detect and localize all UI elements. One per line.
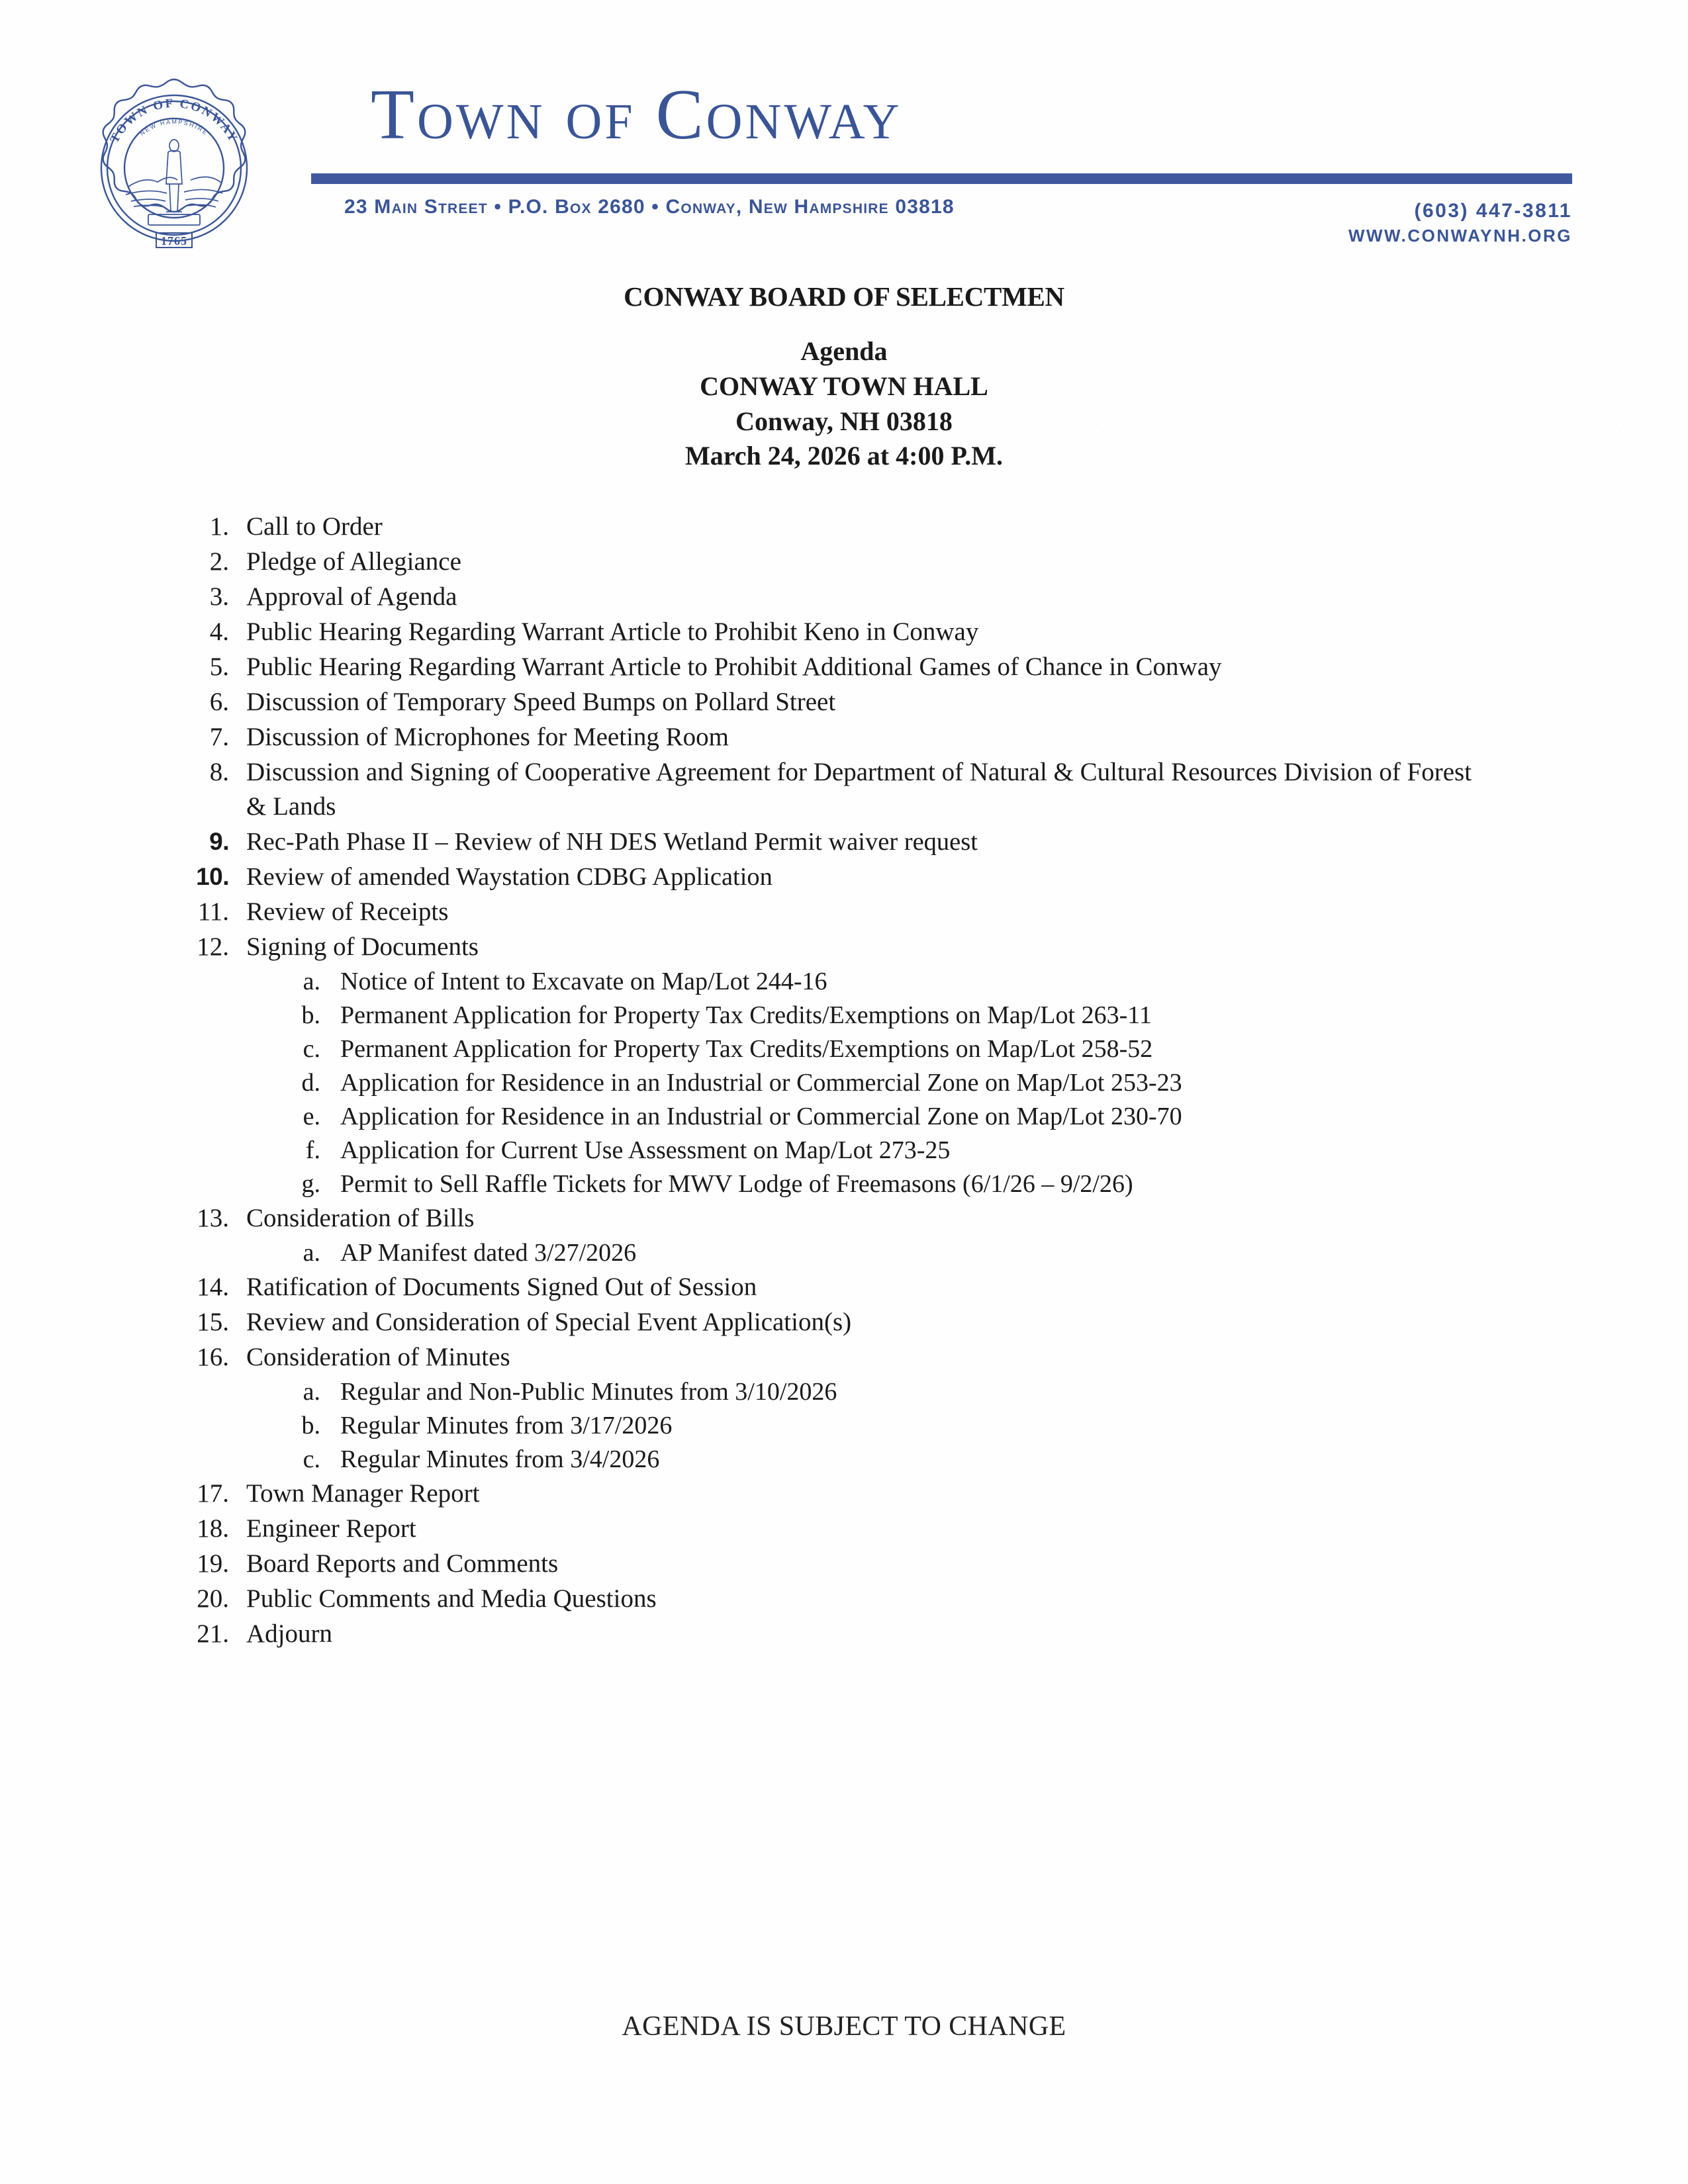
- agenda-item-number: 19.: [197, 1549, 229, 1578]
- agenda-item-label: Adjourn: [246, 1619, 332, 1648]
- meeting-venue: CONWAY TOWN HALL: [700, 371, 988, 401]
- agenda-item-label: Public Hearing Regarding Warrant Article to Prohibit Additional Games of Chance in Conway: [246, 653, 1222, 681]
- agenda-item-label: Discussion of Microphones for Meeting Room: [246, 723, 729, 751]
- agenda-item: [0, 545, 1688, 580]
- agenda-item: [0, 650, 1688, 685]
- agenda-item: [0, 1617, 1688, 1652]
- agenda-item-number: 17.: [197, 1479, 229, 1508]
- agenda-item-label: Discussion and Signing of Cooperative Agreement for Department of Natural & Cultural Resources Division of Forest & Lands: [246, 758, 1472, 821]
- agenda-item: [0, 1512, 1688, 1547]
- agenda-item-number: 4.: [209, 617, 229, 646]
- agenda-item-number: 12.: [197, 933, 229, 961]
- agenda-item: [0, 720, 1688, 755]
- agenda-subitem: [0, 1167, 1688, 1201]
- agenda-item-number: 7.: [209, 723, 229, 751]
- agenda-item-number: 3.: [209, 582, 229, 611]
- agenda-item: [0, 930, 1688, 965]
- agenda-item-label: Rec-Path Phase II – Review of NH DES Wetland Permit waiver request: [246, 828, 978, 856]
- agenda-subitem-label: AP Manifest dated 3/27/2026: [340, 1239, 637, 1267]
- agenda-item: [0, 1340, 1688, 1375]
- agenda-item-label: Pledge of Allegiance: [246, 547, 461, 576]
- agenda-subitem-label: Application for Current Use Assessment on Map/Lot 273-25: [340, 1136, 951, 1164]
- agenda-subitem-label: Application for Residence in an Industrial or Commercial Zone on Map/Lot 230-70: [340, 1103, 1182, 1130]
- agenda-item-number: 15.: [197, 1308, 229, 1336]
- agenda-item-label: Review of amended Waystation CDBG Application: [246, 863, 773, 891]
- agenda-item-label: Discussion of Temporary Speed Bumps on Pollard Street: [246, 688, 836, 716]
- agenda-item-number: 14.: [197, 1273, 229, 1301]
- agenda-item-label: Board Reports and Comments: [246, 1549, 559, 1578]
- agenda-subitem-number: e.: [303, 1103, 320, 1130]
- agenda-subitem-number: a.: [303, 1378, 320, 1406]
- agenda-subitem-number: b.: [301, 1001, 320, 1029]
- agenda-subitem-label: Permit to Sell Raffle Tickets for MWV Lodge of Freemasons (6/1/26 – 9/2/26): [340, 1170, 1133, 1198]
- svg-text:TOWN OF CONWAY: TOWN OF CONWAY: [107, 96, 241, 146]
- agenda-item-label: Public Hearing Regarding Warrant Article to Prohibit Keno in Conway: [246, 617, 979, 646]
- agenda-subitem-label: Regular Minutes from 3/4/2026: [340, 1445, 660, 1473]
- agenda-subitem-number: a.: [303, 968, 320, 995]
- agenda-item: [0, 755, 1688, 825]
- agenda-item: [0, 1305, 1688, 1340]
- agenda-item: [0, 1477, 1688, 1512]
- agenda-item: [0, 825, 1688, 860]
- agenda-item: [0, 580, 1688, 615]
- org-website[interactable]: WWW.CONWAYNH.ORG: [1348, 225, 1572, 246]
- agenda-item-label: Approval of Agenda: [246, 582, 457, 611]
- agenda-subitem: [0, 1100, 1688, 1134]
- agenda-subitem-number: a.: [303, 1239, 320, 1267]
- agenda-item-label: Public Comments and Media Questions: [246, 1584, 657, 1613]
- agenda-item-label: Consideration of Bills: [246, 1204, 475, 1232]
- agenda-subitem: [0, 1236, 1688, 1270]
- agenda-item-number: 6.: [209, 688, 229, 716]
- agenda-item-number: 8.: [209, 758, 229, 786]
- agenda-item-label: Consideration of Minutes: [246, 1343, 510, 1371]
- agenda-subitem: [0, 1409, 1688, 1443]
- agenda-subitem-label: Permanent Application for Property Tax Credits/Exemptions on Map/Lot 263-11: [340, 1001, 1152, 1029]
- agenda-item-number: 11.: [197, 897, 229, 926]
- agenda-item-number: 13.: [197, 1204, 229, 1232]
- footer-notice: AGENDA IS SUBJECT TO CHANGE: [622, 2011, 1066, 2042]
- agenda-item: [0, 1270, 1688, 1305]
- agenda-item: [0, 1547, 1688, 1582]
- agenda-subitem-label: Regular and Non-Public Minutes from 3/10/2026: [340, 1378, 837, 1406]
- agenda-subitem: [0, 999, 1688, 1032]
- agenda-item-label: Engineer Report: [246, 1514, 416, 1543]
- agenda-item: [0, 615, 1688, 650]
- town-seal-icon: [85, 74, 263, 259]
- svg-text:1765: 1765: [161, 234, 187, 248]
- agenda-item-number: 20.: [197, 1584, 229, 1613]
- agenda-item-label: Town Manager Report: [246, 1479, 480, 1508]
- org-phone: (603) 447-3811: [1414, 200, 1572, 222]
- agenda-item-label: Signing of Documents: [246, 933, 479, 961]
- agenda-item-label: Review of Receipts: [246, 897, 449, 926]
- agenda-item-number: 16.: [197, 1343, 229, 1371]
- letterhead: [0, 0, 1688, 278]
- board-name: CONWAY BOARD OF SELECTMEN: [624, 281, 1064, 312]
- org-title: Town of Conway: [371, 75, 902, 154]
- agenda-item-number: 1.: [209, 512, 229, 541]
- agenda-subitem-label: Regular Minutes from 3/17/2026: [340, 1412, 673, 1439]
- agenda-item-number: 2.: [209, 547, 229, 576]
- header-rule: [311, 173, 1572, 184]
- agenda-subitem-label: Notice of Intent to Excavate on Map/Lot 244-16: [340, 968, 827, 995]
- agenda-list: [0, 510, 1688, 1652]
- agenda-subitem-number: c.: [303, 1035, 320, 1063]
- agenda-item: [0, 860, 1688, 895]
- document-type: Agenda: [800, 336, 888, 366]
- meeting-datetime: March 24, 2026 at 4:00 P.M.: [685, 441, 1003, 471]
- agenda-item-label: Review and Consideration of Special Event Application(s): [246, 1308, 852, 1336]
- svg-text:NEW HAMPSHIRE: NEW HAMPSHIRE: [138, 118, 210, 137]
- agenda-item: [0, 510, 1688, 545]
- agenda-subitem: [0, 1443, 1688, 1477]
- agenda-subitem: [0, 1375, 1688, 1409]
- agenda-item-number: 21.: [197, 1619, 229, 1648]
- agenda-subitem-label: Application for Residence in an Industrial or Commercial Zone on Map/Lot 253-23: [340, 1069, 1182, 1097]
- org-contact-block: [1079, 199, 1572, 248]
- org-address: 23 Main Street • P.O. Box 2680 • Conway, New Hampshire 03818: [344, 196, 955, 218]
- agenda-item-number: 9.: [209, 828, 229, 855]
- agenda-subitem: [0, 1066, 1688, 1100]
- agenda-item: [0, 1201, 1688, 1236]
- agenda-subitem-number: g.: [301, 1170, 320, 1198]
- agenda-subitem: [0, 1134, 1688, 1167]
- agenda-item-number: 18.: [197, 1514, 229, 1543]
- agenda-item-number: 10.: [196, 863, 229, 890]
- agenda-subitem-number: b.: [301, 1412, 320, 1439]
- agenda-item-number: 5.: [209, 653, 229, 681]
- agenda-subitem-label: Permanent Application for Property Tax Credits/Exemptions on Map/Lot 258-52: [340, 1035, 1153, 1063]
- agenda-item: [0, 685, 1688, 720]
- agenda-item: [0, 1582, 1688, 1617]
- agenda-item-label: Call to Order: [246, 512, 383, 541]
- agenda-subitem-number: d.: [301, 1069, 320, 1097]
- agenda-item: [0, 895, 1688, 930]
- document-heading: [0, 283, 1688, 474]
- agenda-subitem: [0, 965, 1688, 999]
- agenda-subitem-number: f.: [305, 1136, 320, 1164]
- agenda-subitem: [0, 1032, 1688, 1066]
- agenda-item-label: Ratification of Documents Signed Out of Session: [246, 1273, 757, 1301]
- agenda-subitem-number: c.: [303, 1445, 320, 1473]
- meeting-city-state-zip: Conway, NH 03818: [735, 406, 953, 436]
